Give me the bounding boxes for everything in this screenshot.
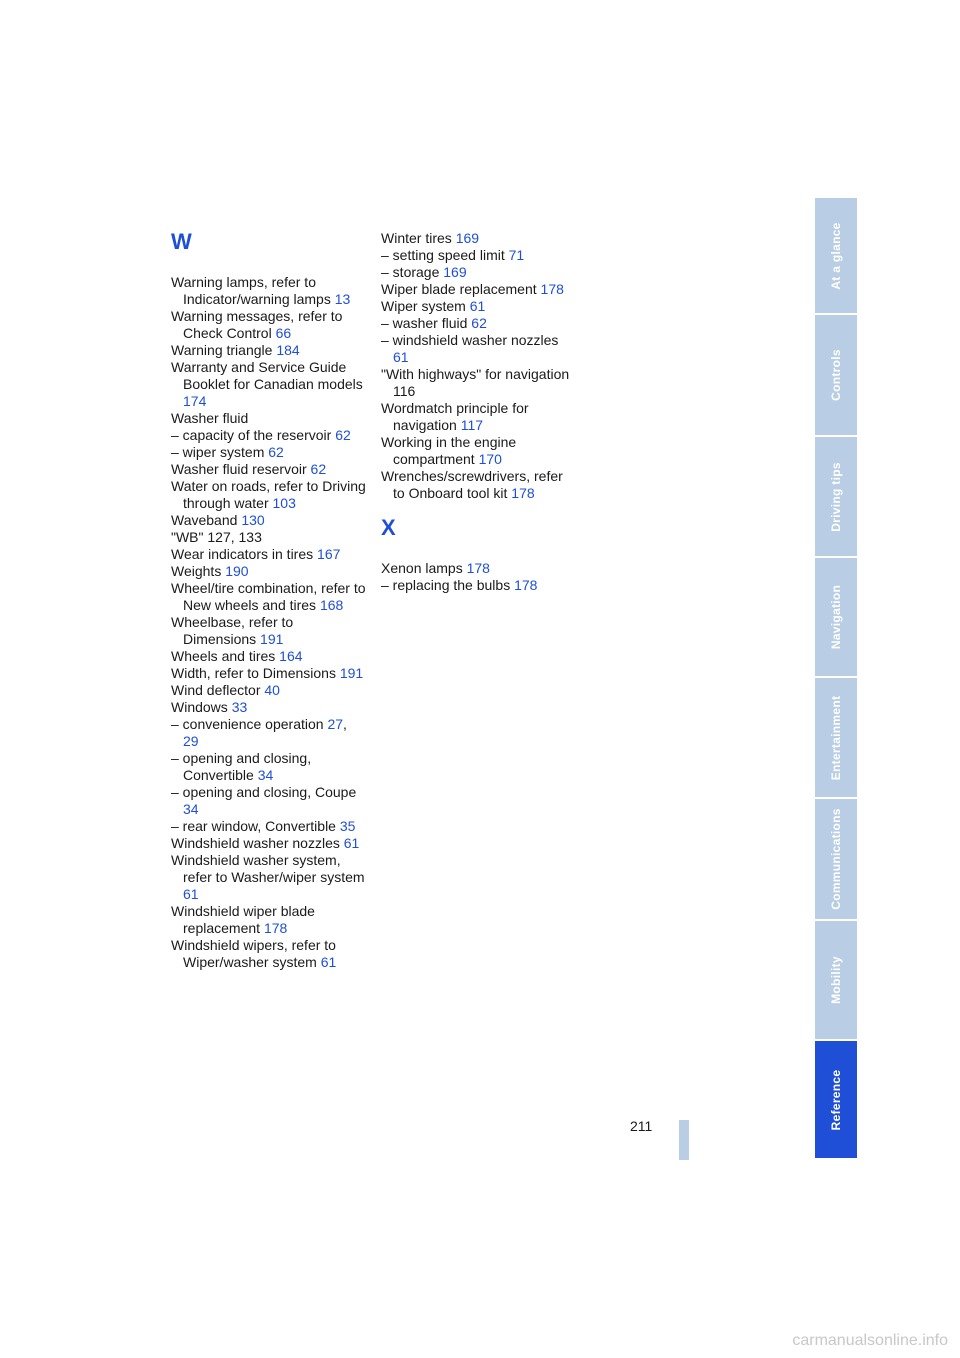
- index-entry: [381, 577, 571, 594]
- page-reference-link[interactable]: 178: [540, 281, 564, 297]
- index-section: [171, 230, 366, 971]
- index-entry-text: Wrenches/screwdrivers, refer to Onboard tool kit: [381, 468, 563, 501]
- index-entry-text: Warning messages, refer to Check Control: [171, 308, 343, 341]
- index-entry-text: Washer fluid: [171, 410, 249, 426]
- page-reference-link[interactable]: 61: [469, 298, 486, 314]
- page-reference-link[interactable]: 178: [263, 920, 288, 936]
- page-reference-link[interactable]: 33: [231, 699, 248, 715]
- index-entry-text: – opening and closing, Coupe: [171, 784, 357, 800]
- index-entry: [171, 835, 366, 852]
- index-entry: [171, 512, 366, 529]
- page-reference-link[interactable]: 35: [339, 818, 356, 834]
- index-entry: [171, 342, 366, 359]
- index-entry-text: – windshield washer nozzles: [381, 332, 559, 348]
- index-entry: [171, 682, 366, 699]
- page-reference-link[interactable]: 191: [260, 631, 284, 647]
- chapter-tab[interactable]: [815, 1041, 857, 1160]
- page-reference-link[interactable]: 34: [257, 767, 274, 783]
- index-column-right: [381, 230, 571, 594]
- index-entry-text: – replacing the bulbs: [381, 577, 511, 593]
- chapter-tab-label: Reference: [829, 1069, 843, 1130]
- index-entry: [171, 648, 366, 665]
- index-entry: [171, 750, 366, 784]
- index-entry: [171, 563, 366, 580]
- watermark: carmanualsonline.info: [792, 1332, 948, 1349]
- index-entry: [381, 247, 571, 264]
- index-letter-heading: W: [171, 229, 192, 254]
- page-reference-link[interactable]: 62: [471, 315, 487, 331]
- page-reference-link[interactable]: 29: [183, 733, 199, 749]
- index-entry: [381, 281, 571, 298]
- index-entry: [381, 400, 571, 434]
- index-entry-text: Wiper blade replacement: [381, 281, 537, 297]
- chapter-sidebar: [815, 198, 857, 1160]
- index-entry-text: Xenon lamps: [381, 560, 463, 576]
- page-reference-link[interactable]: 62: [310, 461, 327, 477]
- page-reference-link[interactable]: 130: [241, 512, 265, 528]
- chapter-tab-label: Navigation: [829, 584, 843, 650]
- page-reference-link[interactable]: 191: [339, 665, 364, 681]
- index-entry: [381, 264, 571, 281]
- page-reference-link[interactable]: 184: [276, 342, 300, 358]
- index-entry: [171, 580, 366, 614]
- chapter-tab[interactable]: [815, 198, 857, 315]
- page-reference-link[interactable]: 13: [334, 291, 351, 307]
- index-entry-text: Wear indicators in tires: [171, 546, 314, 562]
- index-entry: [171, 784, 366, 818]
- chapter-tab-label: Communications: [829, 808, 843, 910]
- page-number-bar: [679, 1120, 689, 1160]
- index-entry: – convenience operation 27, 29: [171, 716, 347, 749]
- index-entry-text: Wheelbase, refer to Dimensions: [171, 614, 294, 647]
- chapter-tab[interactable]: [815, 921, 857, 1041]
- page-reference-link[interactable]: 169: [455, 230, 480, 246]
- index-entry-text: Warning lamps, refer to Indicator/warning lamps: [171, 274, 331, 307]
- page-reference-link[interactable]: 71: [508, 247, 525, 263]
- page-reference-link[interactable]: 61: [183, 886, 199, 902]
- index-entry: [171, 478, 366, 512]
- index-entry-text: Wind deflector: [171, 682, 261, 698]
- page-reference-link[interactable]: 190: [225, 563, 249, 579]
- index-entry: [171, 359, 366, 410]
- index-entry-text: – wiper system: [171, 444, 265, 460]
- index-entry: [171, 818, 366, 835]
- page-reference-link[interactable]: 167: [317, 546, 341, 562]
- index-entry: [171, 937, 366, 971]
- index-entry-text: Working in the engine compartment: [381, 434, 517, 467]
- index-entry-text: – storage: [381, 264, 440, 280]
- index-entry-text: Windows: [171, 699, 228, 715]
- index-entry-text: Waveband: [171, 512, 238, 528]
- index-entry-text: – washer fluid: [381, 315, 468, 331]
- page-reference-link[interactable]: 178: [466, 560, 490, 576]
- page-reference-link[interactable]: 61: [343, 835, 360, 851]
- page-reference-link[interactable]: 40: [264, 682, 280, 698]
- chapter-tab[interactable]: [815, 558, 857, 678]
- chapter-tab[interactable]: [815, 437, 857, 558]
- chapter-tab[interactable]: [815, 315, 857, 437]
- chapter-tab-label: Mobility: [829, 956, 843, 1004]
- index-entry-text: Windshield wiper blade replacement: [171, 903, 315, 936]
- index-section: [381, 516, 571, 594]
- index-entry: [381, 560, 571, 577]
- page-reference-link[interactable]: 34: [183, 801, 199, 817]
- index-letter-heading: X: [381, 515, 396, 540]
- index-entry-text: Wordmatch principle for navigation: [381, 400, 529, 433]
- index-column-left: [171, 230, 366, 971]
- index-entry-text: – convenience operation: [171, 716, 324, 732]
- page-number: 211: [630, 1118, 653, 1134]
- index-entry-text: Width, refer to Dimensions: [171, 665, 336, 681]
- index-entry-text: Wiper system: [381, 298, 466, 314]
- chapter-tab[interactable]: [815, 678, 857, 799]
- chapter-tab-label: At a glance: [829, 221, 843, 290]
- index-entry-text: Wheel/tire combination, refer to New wheels and tires: [171, 580, 366, 613]
- index-entry: [171, 461, 366, 478]
- index-entry: [381, 315, 571, 332]
- index-entry-text: Windshield washer nozzles: [171, 835, 340, 851]
- index-entry: [171, 665, 366, 682]
- page-reference-link[interactable]: 178: [511, 485, 535, 501]
- index-entry: [171, 410, 366, 427]
- index-entry-text: Weights: [171, 563, 222, 579]
- index-entry: [171, 274, 366, 308]
- chapter-tab-label: Controls: [829, 349, 843, 401]
- index-entry: [171, 427, 366, 444]
- index-entry-text: Windshield washer system, refer to Washer/wiper system: [171, 852, 365, 885]
- page-reference-link[interactable]: 61: [393, 349, 409, 365]
- index-entry-text: Warranty and Service Guide Booklet for Canadian models: [171, 359, 363, 392]
- page-reference-link[interactable]: 168: [319, 597, 344, 613]
- page-reference-link[interactable]: 103: [272, 495, 296, 511]
- index-entry-text: Windshield wipers, refer to Wiper/washer system: [171, 937, 336, 970]
- page-reference-link[interactable]: 27: [327, 716, 344, 732]
- index-entry: [381, 298, 571, 315]
- page-reference-link[interactable]: 62: [335, 427, 351, 443]
- index-entry-text: – setting speed limit: [381, 247, 505, 263]
- page-reference-link[interactable]: 178: [514, 577, 538, 593]
- index-entry: [381, 332, 571, 366]
- index-entry-text: Warning triangle: [171, 342, 273, 358]
- index-entry-text: – rear window, Convertible: [171, 818, 336, 834]
- index-entry: [171, 699, 366, 716]
- chapter-tab-label: Driving tips: [829, 461, 843, 532]
- page-reference-link[interactable]: 174: [183, 393, 207, 409]
- index-entry-text: – opening and closing, Convertible: [171, 750, 312, 783]
- index-entry: [171, 308, 366, 342]
- index-entry: [171, 546, 366, 563]
- index-entry: [171, 903, 366, 937]
- page-reference-link[interactable]: 117: [460, 417, 484, 433]
- index-entry: [171, 852, 366, 903]
- index-entry-text: Wheels and tires: [171, 648, 276, 664]
- index-entry: [381, 366, 571, 400]
- index-entry-text: Winter tires: [381, 230, 452, 246]
- page-reference-link[interactable]: 62: [268, 444, 284, 460]
- page-reference-link[interactable]: 61: [320, 954, 337, 970]
- index-entry: [381, 468, 571, 502]
- page-reference-link[interactable]: 169: [443, 264, 467, 280]
- index-entry-text: "WB" 127, 133: [171, 529, 262, 545]
- index-section: [381, 230, 571, 502]
- chapter-tab[interactable]: [815, 799, 857, 921]
- index-entry: [381, 434, 571, 468]
- index-entry: [171, 529, 366, 546]
- page-reference-link[interactable]: 164: [279, 648, 303, 664]
- index-entry-text: Washer fluid reservoir: [171, 461, 307, 477]
- index-entry: [171, 444, 366, 461]
- index-entry-text: "With highways" for navigation 116: [381, 366, 570, 399]
- index-entry: [171, 614, 366, 648]
- chapter-tab-label: Entertainment: [829, 695, 843, 780]
- page-reference-link[interactable]: 66: [275, 325, 292, 341]
- index-entry-text: – capacity of the reservoir: [171, 427, 332, 443]
- index-entry-text: Water on roads, refer to Driving through water: [171, 478, 366, 511]
- index-entry: [381, 230, 571, 247]
- page-reference-link[interactable]: 170: [478, 451, 502, 467]
